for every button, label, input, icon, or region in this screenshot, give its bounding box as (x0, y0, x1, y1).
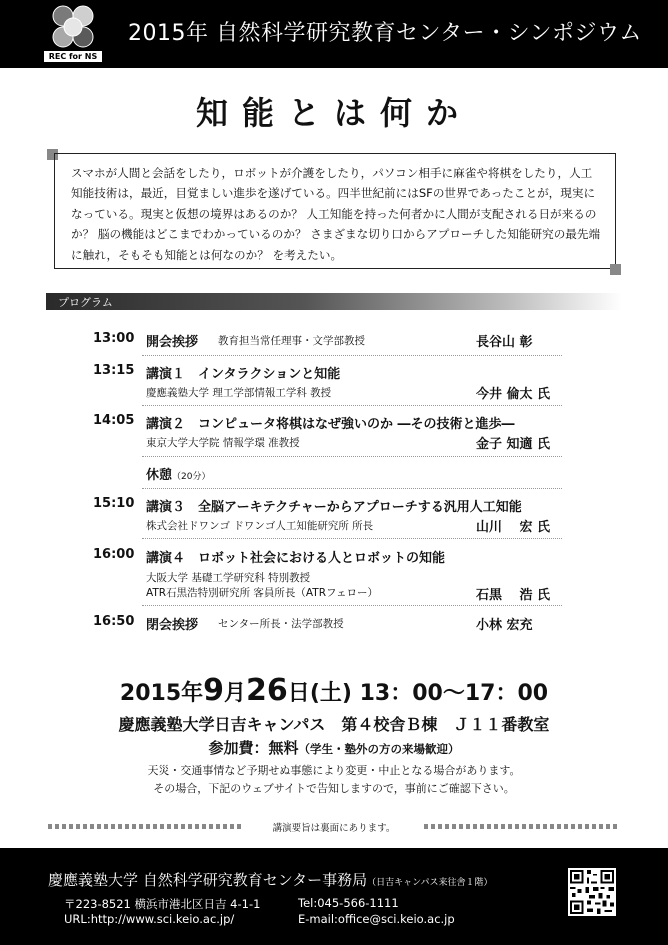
row-divider (142, 355, 562, 356)
header-title: 2015年 自然科学研究教育センター・シンポジウム (128, 21, 642, 46)
website-url[interactable]: URL:http://www.sci.keio.ac.jp/ (64, 912, 235, 926)
speaker-affiliation-secondary: ATR石黒浩特別研究所 客員所長（ATRフェロー） (146, 587, 378, 599)
program-time: 13:00 (93, 331, 135, 346)
program-title: 講演３ 全脳アーキテクチャーからアプローチする汎用人工知能 (146, 500, 522, 515)
speaker-name: 石黒 浩 氏 (476, 588, 551, 603)
row-divider (142, 405, 562, 406)
speaker-affiliation: 教育担当常任理事・文学部教授 (218, 335, 365, 347)
speaker-name: 金子 知適 氏 (476, 437, 551, 452)
program-title: 講演４ ロボット社会における人とロボットの知能 (146, 551, 446, 566)
header-banner (0, 0, 668, 68)
row-divider (142, 605, 562, 606)
program-title: 講演２ コンピュータ将棋はなぜ強いのか ―その技術と進歩― (146, 417, 515, 432)
speaker-affiliation: センター所長・法学部教授 (218, 618, 344, 630)
organizer-name: 慶應義塾大学 自然科学研究教育センター事務局（日吉キャンパス来往舎１階） (48, 871, 493, 889)
dotted-divider-right (424, 824, 620, 829)
row-divider (142, 538, 562, 539)
speaker-affiliation: 東京大学大学院 情報学環 准教授 (146, 437, 300, 449)
row-divider (142, 456, 562, 457)
program-title: 開会挨拶 (146, 335, 199, 350)
speaker-name: 長谷山 彰 (476, 335, 533, 350)
intro-text: スマホが人間と会話をしたり，ロボットが介護をしたり，パソコン相手に麻雀や将棋をしたり，人工知能技術は，最近，目覚ましい進歩を遂げている。四半世紀前にはSFの世界であったことが，現実になっている。現実と仮想の境界はあるのか？ 人工知能を持った何者かに人間が支配される日が来るのか？ 脳の機能はどこまでわかっているのか？ さまざまな切り口からアプローチした知能研究の最先端に触れ，そもそも知能とは何なのか？ を考えたい。 (71, 166, 601, 262)
speaker-name: 今井 倫太 氏 (476, 387, 551, 402)
event-date: 2015年9月26日(土) 13：00〜17：00 (119, 673, 549, 708)
corner-decoration-bottom-right (610, 264, 621, 275)
speaker-affiliation: 慶應義塾大学 理工学部情報工学科 教授 (146, 387, 332, 399)
program-title: 講演１ インタラクションと知能 (146, 367, 341, 382)
row-divider (142, 488, 562, 489)
program-label: プログラム (58, 296, 113, 309)
event-venue: 慶應義塾大学日吉キャンパス 第４校舎Ｂ棟 Ｊ１１番教室 (118, 715, 550, 734)
program-time: 16:00 (93, 547, 135, 562)
program-time: 16:50 (93, 614, 135, 629)
notice-line-2: その場合，下記のウェブサイトで告知しますので，事前にご確認下さい。 (153, 782, 515, 795)
contact-email[interactable]: E-mail:office@sci.keio.ac.jp (298, 912, 455, 926)
speaker-name: 小林 宏充 (476, 618, 533, 633)
postal-address: 〒223-8521 横浜市港北区日吉 4-1-1 (64, 897, 261, 911)
program-title: 閉会挨拶 (146, 618, 199, 633)
speaker-affiliation: 大阪大学 基礎工学研究科 特別教授 (146, 572, 311, 584)
logo (44, 4, 102, 64)
page-title: 知能とは何か (195, 94, 472, 132)
speaker-affiliation: 株式会社ドワンゴ ドワンゴ人工知能研究所 所長 (146, 520, 374, 532)
break-label: 休憩（20分） (146, 468, 211, 483)
intro-box (54, 153, 616, 269)
program-time: 14:05 (93, 413, 135, 428)
back-page-note: 講演要旨は裏面にあります。 (272, 823, 396, 834)
admission-fee: 参加費：無料（学生・塾外の方の来場歓迎） (208, 739, 460, 757)
notice-line-1: 天災・交通事情など予期せぬ事態により変更・中止となる場合があります。 (147, 764, 521, 777)
footer-contact (0, 848, 668, 945)
program-section-bar (46, 293, 622, 310)
molecule-logo-icon (50, 4, 96, 50)
program-time: 15:10 (93, 496, 135, 511)
logo-text: REC for NS (44, 51, 102, 62)
program-time: 13:15 (93, 363, 135, 378)
speaker-name: 山川 宏 氏 (476, 520, 551, 535)
telephone: Tel:045-566-1111 (298, 896, 399, 910)
qr-code-icon (568, 868, 616, 916)
